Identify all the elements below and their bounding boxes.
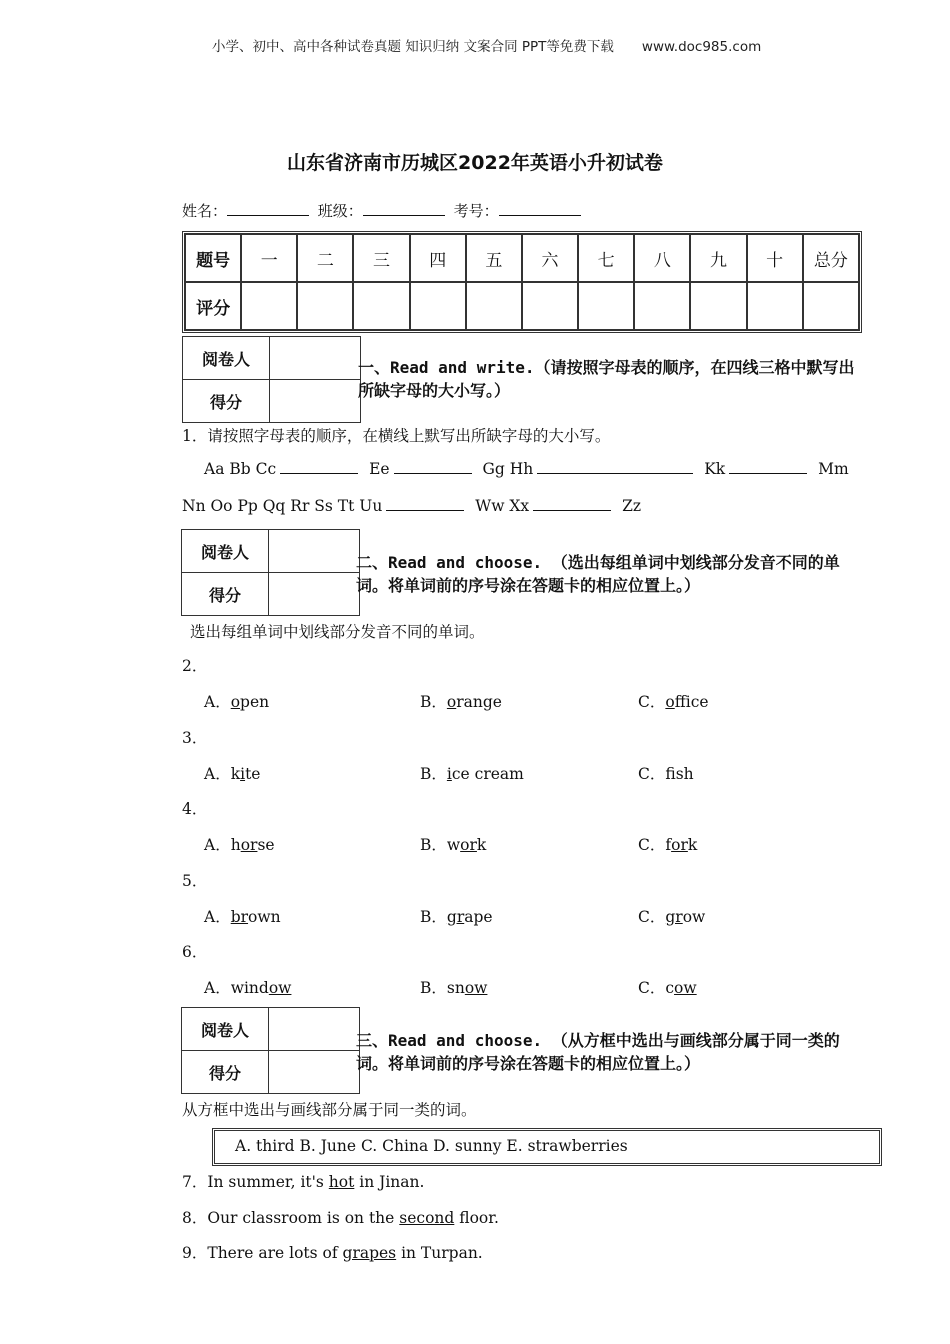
- q-underlined: second: [399, 1209, 455, 1227]
- answer-blank[interactable]: [386, 496, 464, 511]
- letters: Ee: [369, 460, 390, 478]
- letters: Nn Oo Pp Qq Rr Ss Tt Uu: [182, 497, 383, 515]
- answer-blank[interactable]: [537, 459, 693, 474]
- word-part: C．f: [638, 764, 676, 783]
- option-b[interactable]: [420, 833, 486, 855]
- word-part: A．h: [204, 836, 241, 854]
- underlined-part: o: [665, 693, 675, 711]
- q-text: 9．There are lots of: [182, 1244, 343, 1262]
- q-text: in Turpan.: [396, 1244, 483, 1262]
- score-head: 三: [353, 234, 409, 282]
- word-part: B．sn: [420, 979, 465, 997]
- word-part: C．f: [638, 836, 672, 854]
- word-part: C．c: [638, 979, 675, 997]
- reviewer-label: 阅卷人: [182, 1008, 269, 1051]
- student-info: [182, 200, 585, 221]
- word-part: range: [456, 693, 502, 711]
- section-2-instructions: 选出每组单词中划线部分发音不同的单词。: [190, 623, 485, 641]
- answer-blank[interactable]: [394, 459, 472, 474]
- word-part: ffice: [674, 693, 709, 711]
- word-part: A．: [204, 693, 231, 711]
- section-1-title: 一、Read and write.（请按照字母表的顺序，在四线三格中默写出所缺字母的大小写。）: [358, 358, 855, 400]
- score-cell[interactable]: [297, 282, 353, 330]
- q-underlined: hot: [328, 1173, 355, 1191]
- option-c[interactable]: [638, 905, 705, 927]
- underlined-part: o: [446, 693, 457, 711]
- question-1-line-1: [204, 459, 849, 478]
- name-label: 姓名：: [182, 202, 228, 220]
- score-cell[interactable]: [353, 282, 409, 330]
- score-cell[interactable]: [269, 573, 360, 616]
- option-c[interactable]: [638, 762, 694, 784]
- q-text: floor.: [454, 1209, 499, 1227]
- underlined-part: ow: [464, 979, 488, 997]
- option-a[interactable]: [204, 976, 291, 998]
- word-part: te: [245, 764, 261, 783]
- word-part: B．: [420, 907, 447, 926]
- class-label: 班级：: [317, 202, 363, 220]
- question-7: [182, 1170, 424, 1192]
- score-row-label: 评分: [185, 282, 241, 330]
- score-head: 五: [466, 234, 522, 282]
- score-head: 一: [241, 234, 297, 282]
- option-c[interactable]: [638, 690, 709, 712]
- score-label: 得分: [182, 573, 269, 616]
- score-cell[interactable]: [690, 282, 746, 330]
- underlined-part: gr: [665, 907, 683, 926]
- score-head: 八: [634, 234, 690, 282]
- word-part: k: [476, 836, 487, 854]
- answer-blank[interactable]: [280, 459, 358, 474]
- section-2-title: 二、Read and choose. （选出每组单词中划线部分发音不同的单词。将单词前的序号涂在答题卡的相应位置上。）: [356, 553, 840, 595]
- letters: Gg Hh: [482, 460, 534, 478]
- word-part: own: [248, 907, 281, 926]
- word-bank-box: A. third B. June C. China D. sunny E. strawberries: [212, 1128, 882, 1166]
- word-part: ow: [682, 907, 706, 926]
- option-c[interactable]: [638, 976, 697, 998]
- name-field[interactable]: [227, 201, 309, 216]
- word-part: B．: [420, 693, 447, 711]
- score-head: 四: [410, 234, 466, 282]
- score-head: 十: [747, 234, 803, 282]
- q-text: 7．In summer, it's: [182, 1173, 329, 1191]
- score-cell[interactable]: [241, 282, 297, 330]
- score-label: 得分: [183, 380, 270, 423]
- grader-box-1: [182, 336, 361, 423]
- word-part: ape: [464, 907, 493, 926]
- underlined-part: i: [446, 764, 452, 783]
- reviewer-cell[interactable]: [269, 530, 360, 573]
- option-a[interactable]: [204, 905, 281, 927]
- letters: Ww Xx: [475, 497, 530, 515]
- class-field[interactable]: [363, 201, 445, 216]
- word-part: A．k: [204, 764, 241, 783]
- answer-blank[interactable]: [533, 496, 611, 511]
- word-part: C．: [638, 907, 666, 926]
- word-part: C．: [638, 693, 666, 711]
- page-header: [212, 35, 761, 55]
- page-title: 山东省济南市历城区2022年英语小升初试卷: [287, 152, 663, 174]
- score-cell[interactable]: [522, 282, 578, 330]
- answer-blank[interactable]: [729, 459, 807, 474]
- question-number: 5．: [182, 871, 208, 890]
- underlined-part: ow: [268, 979, 292, 997]
- score-table: [182, 231, 862, 333]
- score-cell[interactable]: [410, 282, 466, 330]
- word-part: sh: [675, 764, 694, 783]
- underlined-part: or: [671, 836, 688, 854]
- score-head: 九: [690, 234, 746, 282]
- question-9: [182, 1241, 483, 1263]
- reviewer-cell[interactable]: [269, 1008, 360, 1051]
- word-part: pen: [240, 693, 270, 711]
- question-number: 4．: [182, 800, 208, 818]
- underlined-part: or: [240, 836, 258, 854]
- exam-no-label: 考号：: [453, 202, 499, 220]
- reviewer-cell[interactable]: [270, 337, 361, 380]
- option-b[interactable]: [420, 976, 487, 998]
- option-b[interactable]: [420, 690, 502, 712]
- word-part: k: [687, 836, 698, 854]
- section-3-title: 三、Read and choose. （从方框中选出与画线部分属于同一类的词。将单词前的序号涂在答题卡的相应位置上。）: [356, 1031, 840, 1073]
- option-c[interactable]: [638, 833, 697, 855]
- score-head: 总分: [803, 234, 859, 282]
- reviewer-label: 阅卷人: [182, 530, 269, 573]
- header-text: 小学、初中、高中各种试卷真题 知识归纳 文案合同 PPT等免费下载: [212, 39, 614, 55]
- question-number: 3．: [182, 728, 208, 747]
- score-cell[interactable]: [269, 1051, 360, 1094]
- score-head: 二: [297, 234, 353, 282]
- word-part: B．w: [420, 836, 461, 854]
- underlined-part: o: [230, 693, 241, 711]
- letters: Kk: [704, 460, 726, 478]
- score-cell[interactable]: [803, 282, 859, 330]
- question-1-prompt: 1．请按照字母表的顺序，在横线上默写出所缺字母的大小写。: [182, 427, 611, 445]
- header-site[interactable]: www.doc985.com: [641, 39, 762, 55]
- score-head: 六: [522, 234, 578, 282]
- score-cell[interactable]: [578, 282, 634, 330]
- underlined-part: gr: [446, 907, 465, 926]
- option-b[interactable]: [420, 905, 493, 927]
- q-text: in Jinan.: [354, 1173, 425, 1191]
- underlined-part: ow: [674, 979, 697, 997]
- exam-no-field[interactable]: [499, 201, 581, 216]
- underlined-part: br: [230, 907, 249, 926]
- underlined-part: i: [240, 764, 246, 783]
- option-a[interactable]: [204, 833, 275, 855]
- word-part: se: [257, 836, 275, 854]
- score-cell[interactable]: [747, 282, 803, 330]
- word-part: A．wind: [204, 979, 269, 997]
- option-a[interactable]: [204, 762, 260, 784]
- option-b[interactable]: [420, 762, 524, 784]
- option-a[interactable]: [204, 690, 269, 712]
- question-8: [182, 1206, 499, 1228]
- score-label: 得分: [182, 1051, 269, 1094]
- q-text: 8．Our classroom is on the: [182, 1209, 400, 1227]
- word-part: B．: [420, 764, 447, 783]
- letters: Zz: [622, 497, 642, 515]
- question-1-line-2: [182, 496, 641, 515]
- score-head: 题号: [185, 234, 241, 282]
- score-cell[interactable]: [634, 282, 690, 330]
- letters: Mm: [818, 460, 849, 478]
- score-head: 七: [578, 234, 634, 282]
- score-cell[interactable]: [466, 282, 522, 330]
- word-part: A．: [204, 907, 231, 926]
- q-underlined: grapes: [342, 1244, 397, 1262]
- word-part: ce cream: [451, 764, 524, 783]
- reviewer-label: 阅卷人: [183, 337, 270, 380]
- grader-box-2: [181, 529, 360, 616]
- question-number: 2．: [182, 657, 208, 675]
- letters: Aa Bb Cc: [204, 460, 277, 478]
- underlined-part: or: [460, 836, 477, 854]
- grader-box-3: [181, 1007, 360, 1094]
- score-cell[interactable]: [270, 380, 361, 423]
- question-number: 6．: [182, 943, 208, 961]
- section-3-instructions: 从方框中选出与画线部分属于同一类的词。: [182, 1101, 477, 1119]
